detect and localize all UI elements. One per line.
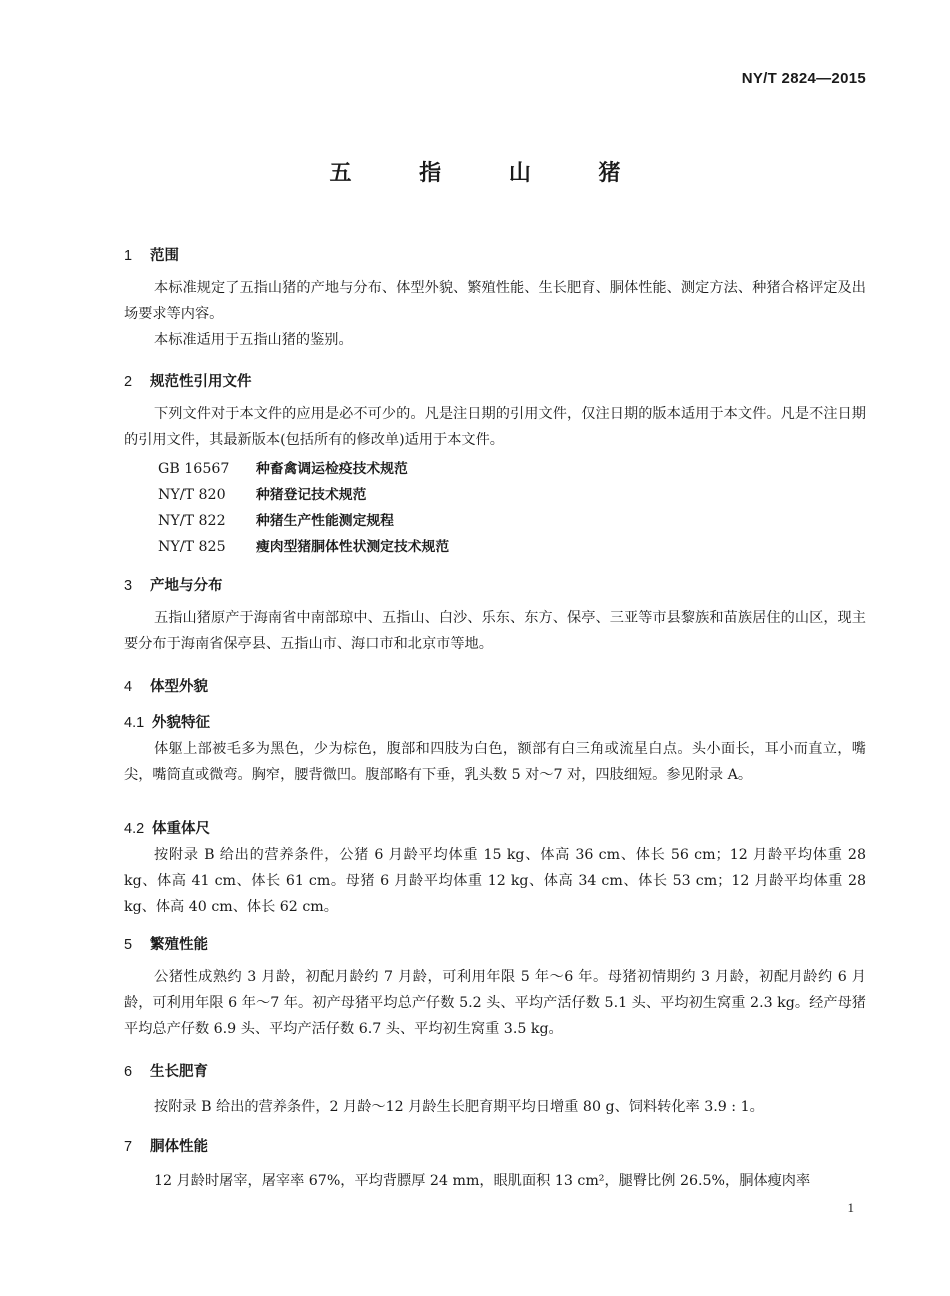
paragraph: 公猪性成熟约 3 月龄，初配月龄约 7 月龄，可利用年限 5 年～6 年。母猪初情期约 3 月龄，初配月龄约 6 月龄，可利用年限 6 年～7 年。初产母猪平均总产仔数 5.2 头、平均产活仔数 5.1 头、平均初生窝重 2.3 kg。经产母猪平均总产仔数 6.9 头、平均产活仔数 6.7 头、平均初生窝重 3.5 kg。 — [124, 969, 866, 1037]
section-title: 体型外貌 — [150, 679, 208, 695]
section-title: 规范性引用文件 — [150, 374, 252, 390]
section-title: 胴体性能 — [150, 1139, 208, 1155]
section-4-heading — [124, 675, 208, 696]
section-title: 范围 — [150, 248, 179, 264]
reference-item — [158, 457, 408, 477]
section-number: 4 — [124, 679, 133, 695]
section-number: 4.1 — [124, 715, 145, 731]
section-6-heading — [124, 1060, 208, 1081]
paragraph: 12 月龄时屠宰，屠宰率 67%，平均背膘厚 24 mm，眼肌面积 13 cm²，腿臀比例 26.5%，胴体瘦肉率 — [154, 1173, 811, 1189]
reference-code: NY/T 822 — [158, 513, 226, 529]
section-6-body — [124, 1094, 866, 1120]
paragraph: 按附录 B 给出的营养条件，公猪 6 月龄平均体重 15 kg、体高 36 cm、体长 56 cm；12 月龄平均体重 28 kg、体高 41 cm、体长 61 cm。母猪 6 月龄平均体重 12 kg、体高 34 cm、体长 53 cm；12 月龄平均体重 28 kg、体高 40 cm、体长 62 cm。 — [124, 847, 866, 915]
reference-item — [158, 509, 394, 529]
section-4-2-heading — [124, 817, 210, 838]
standard-code: NY/T 2824—2015 — [741, 70, 866, 87]
section-title: 体重体尺 — [152, 821, 210, 837]
reference-title: 种畜禽调运检疫技术规范 — [256, 461, 408, 477]
section-title: 外貌特征 — [152, 715, 210, 731]
reference-item — [158, 535, 449, 555]
reference-code: NY/T 825 — [158, 539, 226, 555]
reference-code: NY/T 820 — [158, 487, 226, 503]
paragraph: 本标准规定了五指山猪的产地与分布、体型外貌、繁殖性能、生长肥育、胴体性能、测定方法、种猪合格评定及出场要求等内容。 — [124, 280, 866, 322]
reference-title: 瘦肉型猪胴体性状测定技术规范 — [256, 539, 450, 555]
section-1-heading — [124, 244, 179, 265]
section-number: 2 — [124, 374, 133, 390]
section-4-1-body — [124, 736, 866, 788]
section-title: 产地与分布 — [150, 578, 223, 594]
paragraph: 五指山猪原产于海南省中南部琼中、五指山、白沙、乐东、东方、保亭、三亚等市县黎族和苗族居住的山区，现主要分布于海南省保亭县、五指山市、海口市和北京市等地。 — [124, 610, 866, 652]
section-title: 生长肥育 — [150, 1064, 208, 1080]
section-number: 3 — [124, 578, 133, 594]
section-7-heading — [124, 1135, 208, 1156]
section-2-heading — [124, 370, 252, 391]
section-number: 5 — [124, 937, 133, 953]
section-2-body — [124, 401, 866, 453]
paragraph: 下列文件对于本文件的应用是必不可少的。凡是注日期的引用文件，仅注日期的版本适用于本文件。凡是不注日期的引用文件，其最新版本(包括所有的修改单)适用于本文件。 — [124, 406, 866, 448]
section-3-heading — [124, 574, 223, 595]
reference-title: 种猪登记技术规范 — [256, 487, 367, 503]
document-title: 五 指 山 猪 — [329, 160, 651, 186]
section-number: 4.2 — [124, 821, 145, 837]
section-title: 繁殖性能 — [150, 937, 208, 953]
section-number: 7 — [124, 1139, 133, 1155]
page-number: 1 — [847, 1200, 854, 1215]
section-number: 1 — [124, 248, 133, 264]
paragraph: 本标准适用于五指山猪的鉴别。 — [154, 332, 353, 348]
paragraph: 按附录 B 给出的营养条件，2 月龄～12 月龄生长肥育期平均日增重 80 g、饲料转化率 3.9 : 1。 — [154, 1099, 764, 1115]
section-number: 6 — [124, 1064, 133, 1080]
paragraph: 体躯上部被毛多为黑色，少为棕色，腹部和四肢为白色，额部有白三角或流星白点。头小面长，耳小而直立，嘴尖，嘴筒直或微弯。胸窄，腰背微凹。腹部略有下垂，乳头数 5 对～7 对，四肢细短。参见附录 A。 — [124, 741, 866, 783]
section-1-body — [124, 275, 866, 353]
section-4-1-heading — [124, 711, 210, 732]
section-7-body — [124, 1168, 866, 1194]
reference-title: 种猪生产性能测定规程 — [256, 513, 394, 529]
reference-code: GB 16567 — [158, 461, 230, 477]
section-3-body — [124, 605, 866, 657]
reference-item — [158, 483, 366, 503]
section-4-2-body — [124, 842, 866, 920]
section-5-heading — [124, 933, 208, 954]
section-5-body — [124, 964, 866, 1042]
